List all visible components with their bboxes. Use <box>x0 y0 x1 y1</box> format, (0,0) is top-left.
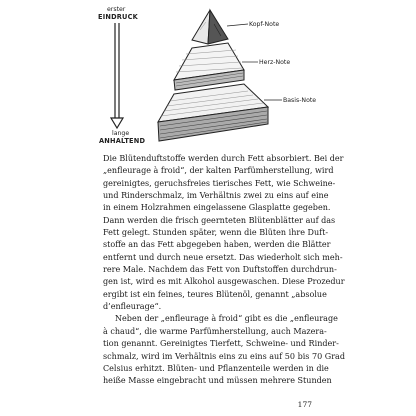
text-line: gereinigtes, geruchsfreies tierisches Fett, wie Schweine- <box>103 178 336 188</box>
fragrance-pyramid-illustration <box>96 2 326 148</box>
text-line: entfernt und durch neue ersetzt. Das wiederholt sich meh- <box>103 252 343 262</box>
leader-line-top <box>227 24 248 26</box>
text-line: ergibt ist ein feines, teures Blütenöl, genannt „absolue <box>103 289 327 299</box>
text-line: Dann werden die frisch geernteten Blütenblätter auf das <box>103 215 336 225</box>
arrow-bottom-small-label: lange <box>112 130 130 137</box>
pyramid-middle-tier <box>174 43 244 90</box>
arrow-top-small-label: erster <box>107 6 126 13</box>
text-line: heiße Masse eingebracht und müssen mehrere Stunden <box>103 376 332 386</box>
text-line: schmalz, wird im Verhältnis eins zu eins auf 50 bis 70 Grad <box>103 351 346 361</box>
text-line: gen ist, wird es mit Alkohol ausgewaschen. Diese Prozedur <box>103 277 345 287</box>
arrow-head-icon <box>111 118 123 128</box>
text-line: Fett gelegt. Stunden später, wenn die Blüten ihre Duft- <box>103 228 329 238</box>
text-line: Die Blütenduftstoffe werden durch Fett absorbiert. Bei der <box>103 154 344 163</box>
arrow-top-big-label: EINDRUCK <box>98 13 138 21</box>
text-line: stoffe an das Fett abgegeben haben, werden die Blätter <box>103 240 331 250</box>
label-basis-note: Basis-Note <box>283 97 317 104</box>
arrow-bottom-big-label: ANHALTEND <box>99 137 146 145</box>
page-number: 177 <box>297 400 312 409</box>
text-line: Celsius erhitzt. Blüten- und Pflanzenteile werden in die <box>103 363 329 373</box>
text-line: tion genannt. Gereinigtes Tierfett, Schweine- und Rinder- <box>103 339 339 349</box>
text-line: rere Male. Nachdem das Fett von Duftstoffen durchdrun- <box>103 265 337 275</box>
label-herz-note: Herz-Note <box>259 59 291 66</box>
pyramid-bottom-tier <box>158 84 268 141</box>
label-kopf-note: Kopf-Note <box>249 21 280 28</box>
body-text <box>103 153 346 388</box>
text-line: à chaud“, die warme Parfümherstellung, auch Mazera- <box>103 326 327 336</box>
text-line: und Rinderschmalz, im Verhältnis zwei zu eins auf eine <box>103 191 329 201</box>
text-line: „enfleurage à froid“, der kalten Parfümherstellung, wird <box>103 166 334 176</box>
text-line: d’enfleurage“. <box>103 302 162 312</box>
pyramid-top-tier <box>192 10 228 44</box>
pyramid-drawing <box>96 2 326 148</box>
text-line: in einem Holzrahmen eingelassene Glasplatte gegeben. <box>103 203 331 213</box>
text-line: Neben der „enfleurage à froid“ gibt es die „enfleurage <box>115 314 338 324</box>
